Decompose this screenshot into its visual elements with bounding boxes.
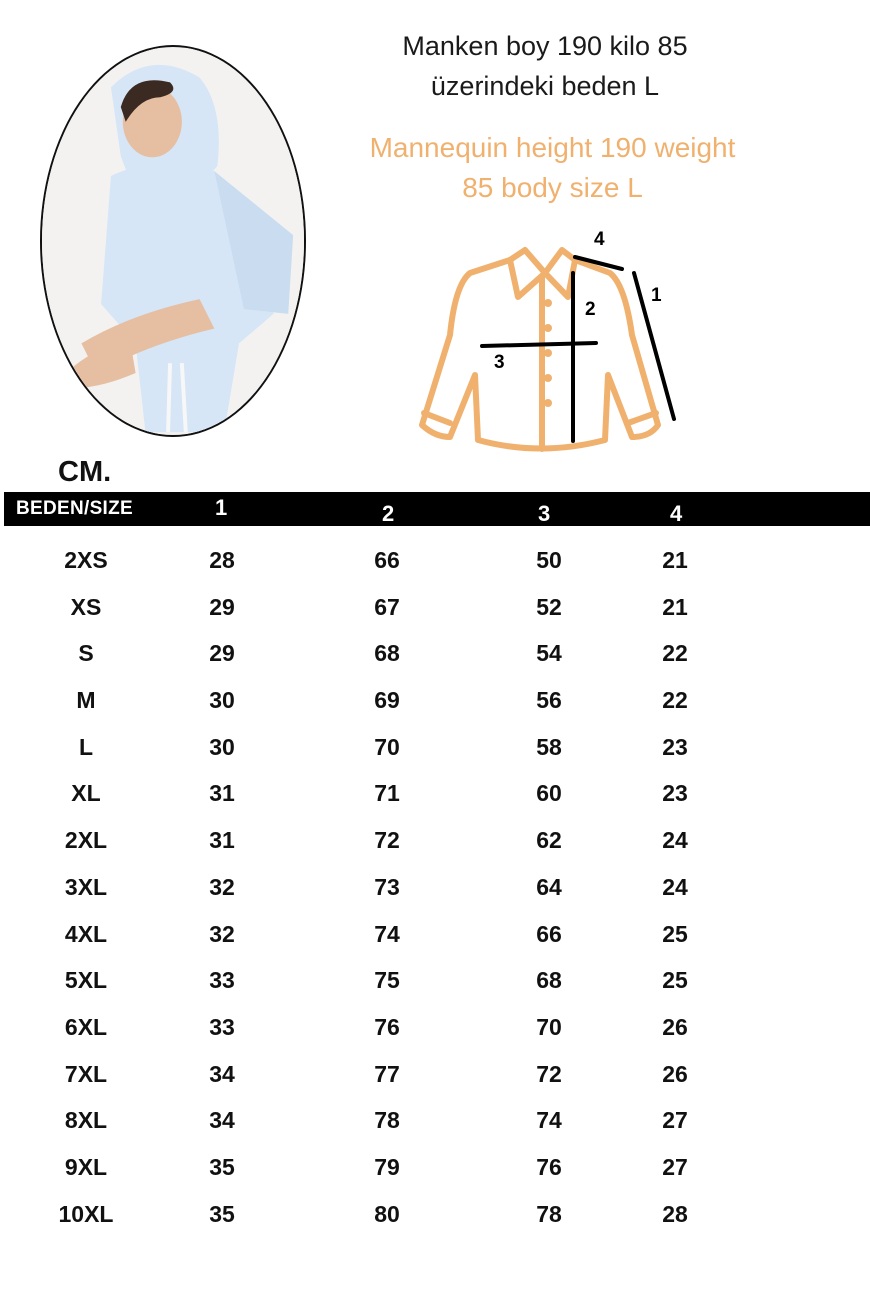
table-row — [0, 1191, 870, 1238]
cell-col-1: 29 — [209, 640, 235, 667]
table-row — [0, 911, 870, 958]
cell-col-2: 66 — [374, 547, 400, 573]
table-header — [4, 492, 870, 526]
table-row — [0, 630, 870, 677]
shirt-measurement-diagram — [410, 225, 700, 465]
cell-col-2: 79 — [374, 1153, 400, 1180]
cell-size: M — [76, 687, 96, 714]
cell-col-4: 21 — [662, 593, 688, 620]
cell-col-3: 64 — [536, 873, 562, 900]
cell-col-3: 78 — [536, 1200, 562, 1227]
cell-col-3: 76 — [536, 1153, 562, 1180]
cell-col-4: 27 — [662, 1153, 688, 1180]
size-table-body — [0, 537, 870, 1237]
cell-col-4: 21 — [662, 547, 688, 573]
cell-col-3: 72 — [536, 1060, 562, 1087]
cell-col-1: 34 — [209, 1060, 235, 1087]
table-row — [0, 817, 870, 864]
model-illustration — [42, 47, 304, 435]
cell-col-4: 28 — [662, 1200, 688, 1227]
cell-col-1: 31 — [209, 827, 235, 854]
cell-size: 2XL — [64, 827, 108, 854]
measure-label-1: 1 — [651, 285, 662, 306]
cell-col-4: 22 — [662, 687, 688, 714]
measure-label-2: 2 — [585, 299, 596, 320]
cell-col-1: 33 — [209, 967, 235, 994]
cell-size: 10XL — [58, 1200, 114, 1227]
table-row — [0, 1097, 870, 1144]
caption-turkish-line1: Manken boy 190 kilo 85 — [402, 31, 688, 61]
cell-col-3: 62 — [536, 827, 562, 854]
cell-col-2: 71 — [374, 780, 400, 807]
header-size: BEDEN/SIZE — [16, 498, 134, 519]
table-row — [0, 724, 870, 771]
cell-col-3: 54 — [536, 640, 562, 667]
cell-col-1: 30 — [209, 733, 235, 760]
model-photo — [40, 45, 306, 437]
cell-col-3: 50 — [536, 547, 562, 573]
cell-col-2: 68 — [374, 640, 400, 667]
cell-col-4: 25 — [662, 920, 688, 947]
cell-col-3: 68 — [536, 967, 562, 994]
table-row — [0, 1004, 870, 1051]
header-col-3: 3 — [538, 501, 551, 526]
cell-col-3: 52 — [536, 593, 562, 620]
table-row — [0, 584, 870, 631]
cell-col-3: 70 — [536, 1013, 562, 1040]
cell-col-2: 69 — [374, 687, 400, 714]
cell-col-4: 24 — [662, 873, 688, 900]
cell-col-3: 58 — [536, 733, 562, 760]
cell-col-1: 30 — [209, 687, 235, 714]
cell-col-1: 33 — [209, 1013, 235, 1040]
shirt-icon — [410, 225, 700, 465]
cell-col-1: 29 — [209, 593, 235, 620]
caption-english — [340, 128, 765, 208]
cell-size: 7XL — [64, 1060, 108, 1087]
cell-size: 6XL — [64, 1013, 108, 1040]
measure-label-4: 4 — [594, 229, 605, 250]
cell-col-2: 72 — [374, 827, 400, 854]
cell-col-1: 31 — [209, 780, 235, 807]
cell-size: 9XL — [64, 1153, 108, 1180]
cell-col-2: 77 — [374, 1060, 400, 1087]
cell-col-4: 25 — [662, 967, 688, 994]
cell-col-4: 23 — [662, 780, 688, 807]
cell-col-2: 70 — [374, 733, 400, 760]
header-col-1: 1 — [215, 495, 228, 520]
cell-col-2: 73 — [374, 873, 400, 900]
table-row — [0, 864, 870, 911]
cell-col-2: 67 — [374, 593, 400, 620]
cell-size: 3XL — [64, 873, 108, 900]
cell-size: 2XS — [64, 547, 108, 573]
caption-english-line1: Mannequin height 190 weight — [369, 132, 736, 163]
table-row — [0, 677, 870, 724]
table-row — [0, 1144, 870, 1191]
cell-col-4: 24 — [662, 827, 688, 854]
cell-col-3: 60 — [536, 780, 562, 807]
table-row — [0, 537, 870, 584]
cell-size: L — [78, 733, 94, 760]
cell-col-2: 75 — [374, 967, 400, 994]
cell-col-1: 28 — [209, 547, 235, 573]
cell-col-1: 32 — [209, 920, 235, 947]
caption-turkish-line2: üzerindeki beden L — [430, 71, 660, 101]
cell-col-1: 32 — [209, 873, 235, 900]
cell-col-3: 74 — [536, 1107, 562, 1134]
unit-label: CM. — [58, 456, 112, 488]
cell-col-4: 22 — [662, 640, 688, 667]
cell-col-1: 35 — [209, 1200, 235, 1227]
header-col-4: 4 — [670, 501, 683, 526]
cell-col-4: 26 — [662, 1060, 688, 1087]
cell-size: 5XL — [64, 967, 108, 994]
cell-col-2: 74 — [374, 920, 400, 947]
cell-col-1: 34 — [209, 1107, 235, 1134]
cell-col-3: 66 — [536, 920, 562, 947]
table-row — [0, 957, 870, 1004]
cell-col-1: 35 — [209, 1153, 235, 1180]
cell-size: XS — [70, 593, 102, 620]
cell-col-3: 56 — [536, 687, 562, 714]
cell-size: S — [78, 640, 94, 667]
cell-col-2: 78 — [374, 1107, 400, 1134]
measure-label-3: 3 — [494, 352, 505, 373]
table-row — [0, 770, 870, 817]
caption-english-line2: 85 body size L — [462, 172, 643, 203]
cell-col-4: 23 — [662, 733, 688, 760]
cell-size: XL — [71, 780, 101, 807]
caption-turkish — [340, 26, 750, 106]
cell-size: 8XL — [64, 1107, 108, 1134]
cell-col-2: 76 — [374, 1013, 400, 1040]
header-col-2: 2 — [382, 501, 395, 526]
cell-col-4: 27 — [662, 1107, 688, 1134]
table-row — [0, 1051, 870, 1098]
cell-col-4: 26 — [662, 1013, 688, 1040]
cell-col-2: 80 — [374, 1200, 400, 1227]
cell-size: 4XL — [64, 920, 108, 947]
